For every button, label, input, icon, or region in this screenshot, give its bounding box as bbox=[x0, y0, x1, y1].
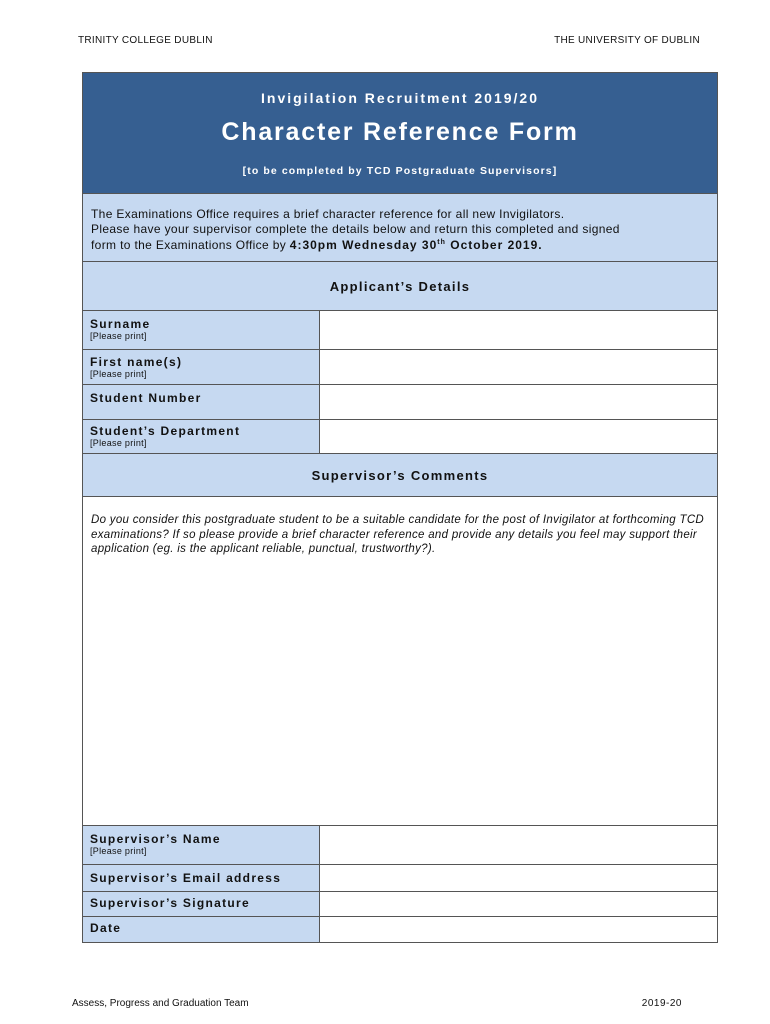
header-left: TRINITY COLLEGE DUBLIN bbox=[78, 35, 213, 46]
supervisor-signature-label-cell bbox=[83, 892, 320, 916]
student-department-row bbox=[83, 420, 717, 454]
student-department-hint: [Please print] bbox=[90, 438, 147, 448]
supervisor-comments-box[interactable] bbox=[83, 497, 717, 826]
supervisor-name-hint: [Please print] bbox=[90, 846, 147, 856]
first-names-field[interactable] bbox=[320, 350, 717, 384]
first-names-label: First name(s) bbox=[90, 355, 183, 369]
student-number-label: Student Number bbox=[90, 391, 202, 405]
deadline bbox=[290, 238, 543, 252]
student-department-label: Student’s Department bbox=[90, 424, 241, 438]
supervisor-signature-field[interactable] bbox=[320, 892, 717, 916]
first-names-row bbox=[83, 350, 717, 385]
comments-question: Do you consider this postgraduate student to be a suitable candidate for the post of Invigilator at forthcoming TCD examinations? If so please provide a brief character reference and provide any details you feel may support their application (eg. is the applicant reliable, punctual, trustworthy?). bbox=[91, 514, 705, 555]
supervisor-signature-label: Supervisor’s Signature bbox=[90, 896, 250, 910]
first-names-label-cell bbox=[83, 350, 320, 384]
supervisor-comments-heading: Supervisor’s Comments bbox=[83, 454, 717, 497]
reference-form bbox=[82, 72, 718, 943]
surname-label-cell bbox=[83, 311, 320, 349]
intro-text bbox=[83, 194, 717, 262]
header-right: THE UNIVERSITY OF DUBLIN bbox=[554, 35, 700, 46]
form-title: Character Reference Form bbox=[221, 118, 579, 146]
deadline-month: October 2019. bbox=[445, 238, 543, 252]
supervisor-email-row bbox=[83, 865, 717, 892]
date-label-cell bbox=[83, 917, 320, 942]
deadline-ordinal: th bbox=[437, 239, 446, 246]
recruitment-subtitle: Invigilation Recruitment 2019/20 bbox=[261, 90, 539, 106]
date-label: Date bbox=[90, 921, 122, 935]
form-banner bbox=[83, 73, 717, 194]
supervisor-email-field[interactable] bbox=[320, 865, 717, 891]
surname-row bbox=[83, 311, 717, 350]
supervisor-name-label-cell bbox=[83, 826, 320, 864]
deadline-date: 4:30pm Wednesday 30 bbox=[289, 238, 438, 252]
intro-line-2: Please have your supervisor complete the details below and return this completed and signed bbox=[91, 221, 620, 236]
intro-line-3 bbox=[91, 236, 709, 253]
date-field[interactable] bbox=[320, 917, 717, 942]
surname-hint: [Please print] bbox=[90, 331, 147, 341]
supervisor-email-label-cell bbox=[83, 865, 320, 891]
footer-left: Assess, Progress and Graduation Team bbox=[72, 998, 249, 1009]
first-names-hint: [Please print] bbox=[90, 369, 147, 379]
student-number-field[interactable] bbox=[320, 385, 717, 419]
intro-line-3-prefix: form to the Examinations Office by bbox=[91, 238, 290, 252]
supervisor-signature-row bbox=[83, 892, 717, 917]
student-number-row bbox=[83, 385, 717, 420]
date-row bbox=[83, 917, 717, 942]
completion-note: [to be completed by TCD Postgraduate Supervisors] bbox=[242, 165, 558, 177]
supervisor-name-row bbox=[83, 826, 717, 865]
surname-label: Surname bbox=[90, 317, 151, 331]
intro-line-1: The Examinations Office requires a brief character reference for all new Invigilators. bbox=[91, 207, 565, 221]
footer-right: 2019-20 bbox=[641, 998, 682, 1009]
supervisor-email-label: Supervisor’s Email address bbox=[90, 871, 282, 885]
applicant-details-heading: Applicant’s Details bbox=[83, 262, 717, 311]
student-number-label-cell bbox=[83, 385, 320, 419]
surname-field[interactable] bbox=[320, 311, 717, 349]
student-department-field[interactable] bbox=[320, 420, 717, 453]
supervisor-name-field[interactable] bbox=[320, 826, 717, 864]
student-department-label-cell bbox=[83, 420, 320, 453]
supervisor-name-label: Supervisor’s Name bbox=[90, 832, 221, 846]
